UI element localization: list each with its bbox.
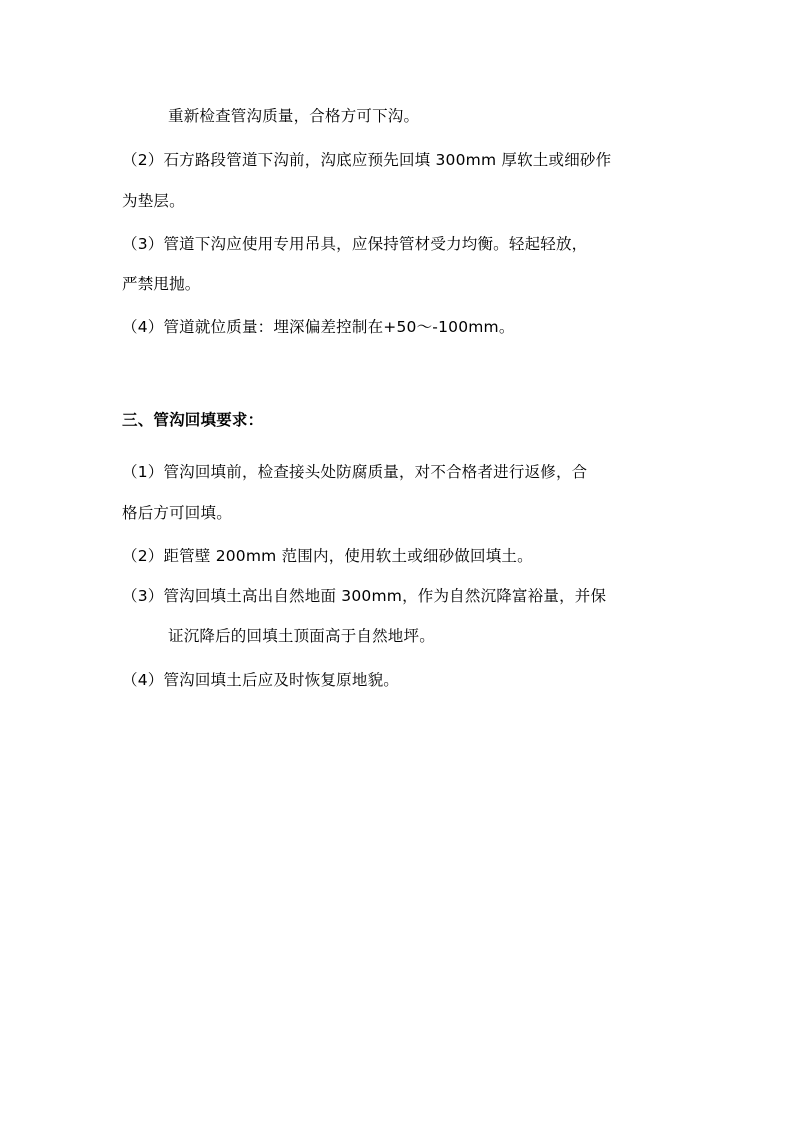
- section2-item-2-line-2: 为垫层。: [122, 192, 185, 210]
- section2-item-3-line-2: 严禁甩抛。: [122, 275, 201, 293]
- section3-heading: 三、管沟回填要求：: [122, 411, 264, 429]
- section3-item-3-line-1: （3）管沟回填土高出自然地面 300mm，作为自然沉降富裕量，并保: [122, 587, 607, 605]
- section3-item-2: （2）距管壁 200mm 范围内，使用软土或细砂做回填土。: [122, 547, 533, 565]
- section2-item-4: （4）管道就位质量：埋深偏差控制在+50～-100mm。: [122, 318, 515, 336]
- section3-item-1-line-1: （1）管沟回填前，检查接头处防腐质量，对不合格者进行返修，合: [122, 463, 588, 481]
- section2-item-3-line-1: （3）管道下沟应使用专用吊具，应保持管材受力均衡。轻起轻放，: [122, 235, 588, 253]
- section2-item-2-line-1: （2）石方路段管道下沟前，沟底应预先回填 300mm 厚软土或细砂作: [122, 151, 612, 169]
- section3-item-4: （4）管沟回填土后应及时恢复原地貌。: [122, 671, 399, 689]
- section3-item-3-line-2: 证沉降后的回填土顶面高于自然地坪。: [168, 627, 435, 645]
- section3-item-1-line-2: 格后方可回填。: [122, 504, 232, 522]
- paragraph-continuation: 重新检查管沟质量，合格方可下沟。: [168, 107, 420, 125]
